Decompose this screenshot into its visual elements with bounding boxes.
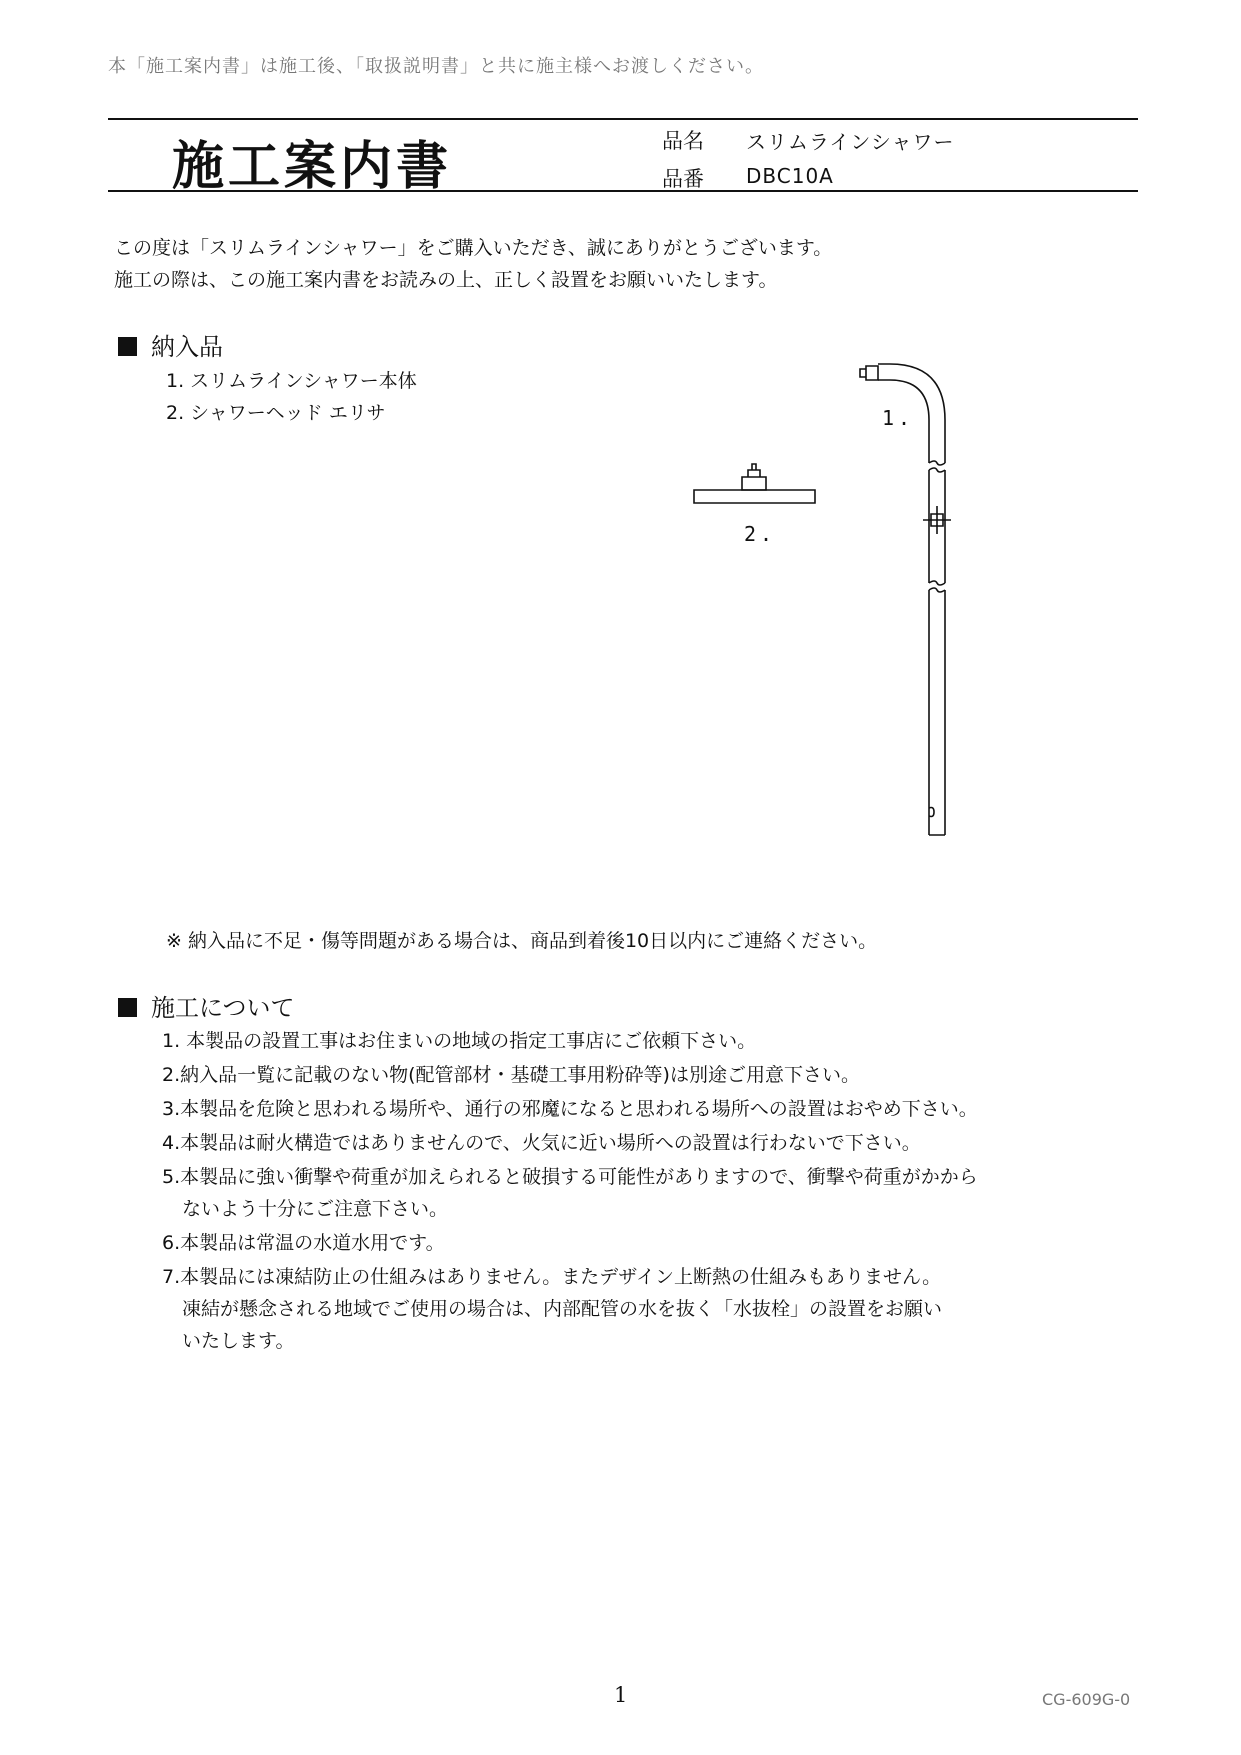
package-note: ※ 納入品に不足・傷等問題がある場合は、商品到着後10日以内にご連絡ください。 (166, 930, 878, 952)
package-item: 1. スリムラインシャワー本体 (166, 370, 417, 392)
intro-line-1: この度は「スリムラインシャワー」をご購入いただき、誠にありがとうございます。 (114, 237, 833, 259)
installation-item: 6.本製品は常温の水道水用です。 (162, 1232, 445, 1254)
square-bullet-icon (118, 998, 137, 1017)
installation-heading (118, 988, 295, 1023)
figure-label-head: 2. (744, 522, 777, 546)
document-code: CG-609G-0 (1042, 1690, 1131, 1709)
break-mark (929, 581, 945, 592)
installation-item-continued: いたします。 (182, 1330, 295, 1352)
header-notice: 本「施工案内書」は施工後、「取扱説明書」と共に施主様へお渡しください。 (108, 56, 764, 77)
figure-label-body: 1. (882, 406, 915, 430)
product-name-label: 品名 (662, 129, 704, 153)
intro-line-2: 施工の際は、この施工案内書をお読みの上、正しく設置をお願いいたします。 (114, 269, 778, 291)
valve-icon (923, 506, 951, 534)
installation-item: 2.納入品一覧に記載のない物(配管部材・基礎工事用粉砕等)は別途ご用意下さい。 (162, 1064, 860, 1086)
installation-heading-text: 施工について (151, 994, 295, 1022)
package-heading-text: 納入品 (151, 333, 223, 361)
package-item: 2. シャワーヘッド エリサ (166, 402, 386, 424)
installation-item: 3.本製品を危険と思われる場所や、通行の邪魔になると思われる場所への設置はおやめ下さい。 (162, 1098, 978, 1120)
installation-item: 7.本製品には凍結防止の仕組みはありません。またデザイン上断熱の仕組みもありません。 (162, 1266, 942, 1288)
shower-head-mount (742, 464, 766, 490)
installation-item-continued: 凍結が懸念される地域でご使用の場合は、内部配管の水を抜く「水抜栓」の設置をお願い (182, 1298, 943, 1320)
shower-connector (860, 366, 878, 380)
page-title: 施工案内書 (172, 137, 453, 197)
shower-pipe-lower (929, 590, 945, 835)
product-name-value: スリムラインシャワー (746, 130, 955, 154)
installation-item: 1. 本製品の設置工事はお住まいの地域の指定工事店にご依頼下さい。 (162, 1030, 757, 1052)
shower-head-plate (694, 490, 815, 503)
installation-item-continued: ないよう十分にご注意下さい。 (182, 1198, 449, 1220)
installation-item: 5.本製品に強い衝撃や荷重が加えられると破損する可能性がありますので、衝撃や荷重がかから (162, 1166, 978, 1188)
break-mark (929, 461, 945, 472)
product-number-label: 品番 (662, 167, 704, 191)
installation-item: 4.本製品は耐火構造ではありませんので、火気に近い場所への設置は行わないで下さい。 (162, 1132, 921, 1154)
product-number-value: DBC10A (746, 164, 834, 188)
page-number: 1 (614, 1683, 628, 1707)
